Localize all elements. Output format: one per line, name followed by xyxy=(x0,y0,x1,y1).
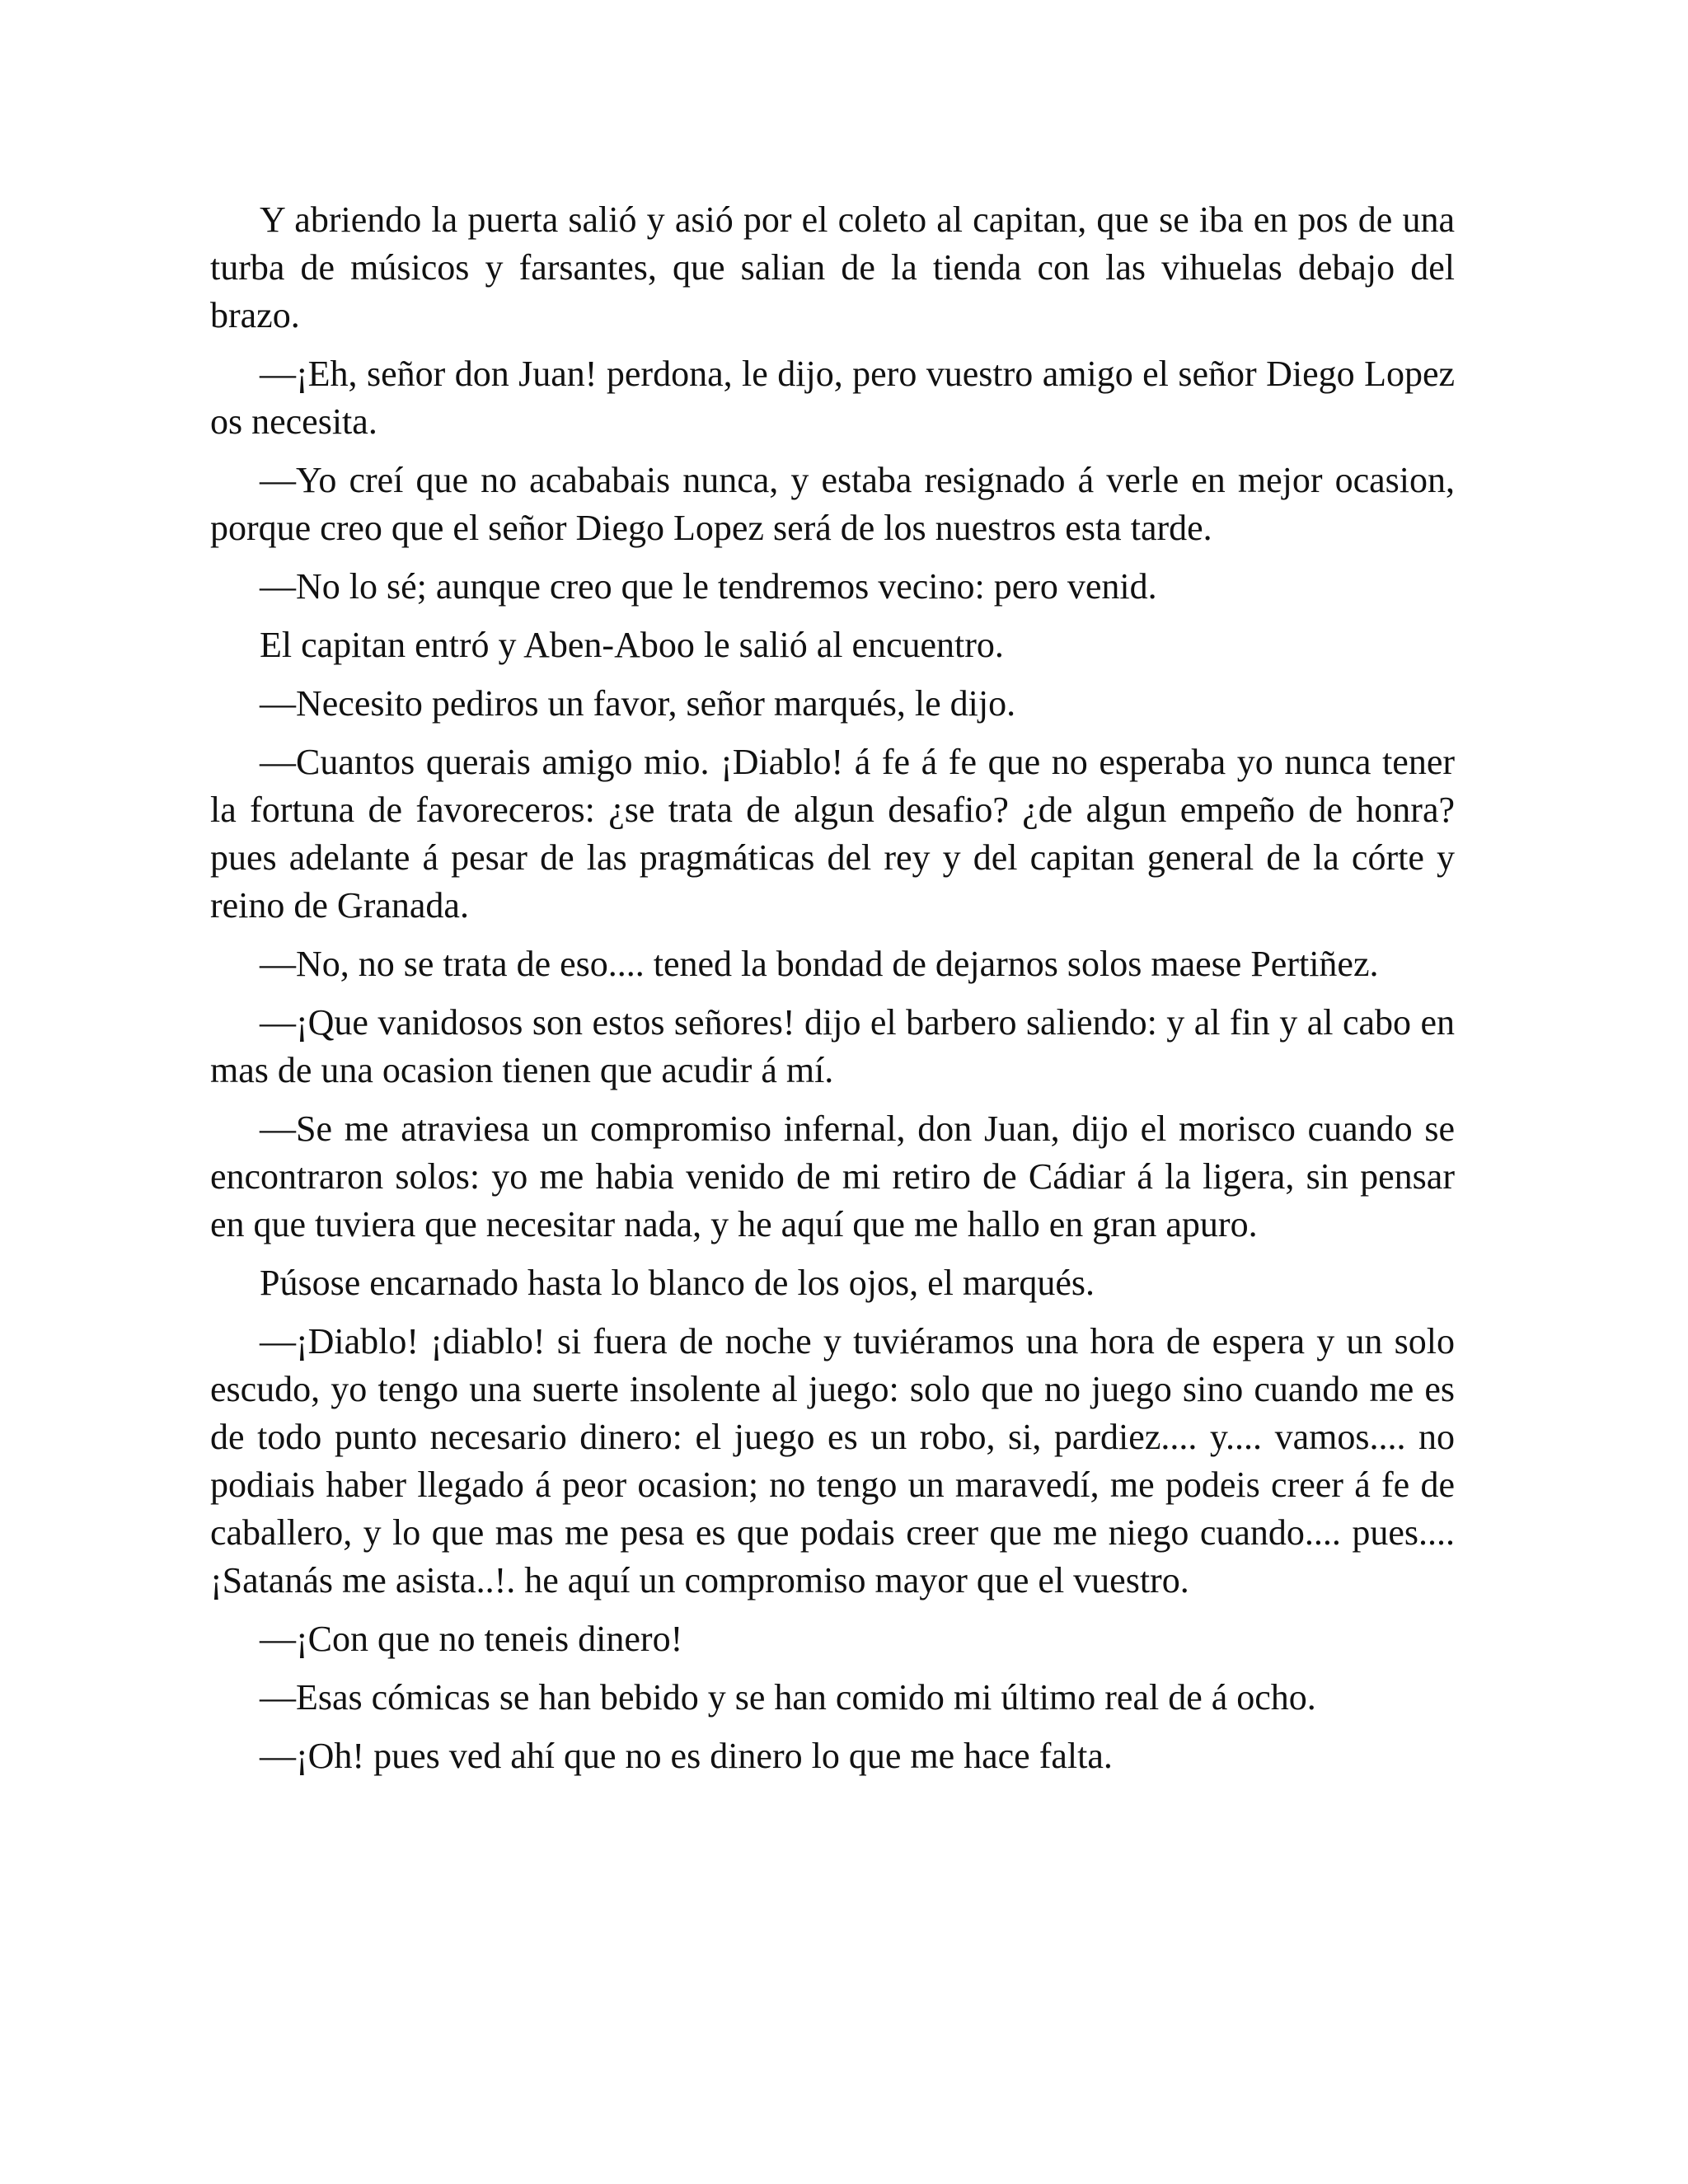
paragraph: —¡Que vanidosos son estos señores! dijo el barbero saliendo: y al fin y al cabo en mas de una ocasion tienen que acudir á mí. xyxy=(210,1002,1455,1090)
paragraph: —Esas cómicas se han bebido y se han comido mi último real de á ocho. xyxy=(260,1677,1316,1718)
paragraph: —¡Con que no teneis dinero! xyxy=(260,1619,683,1659)
paragraph: —No, no se trata de eso.... tened la bondad de dejarnos solos maese Pertiñez. xyxy=(260,944,1379,984)
paragraph: Y abriendo la puerta salió y asió por el coleto al capitan, que se iba en pos de una turba de músicos y farsantes, que salian de la tienda con las vihuelas debajo del brazo. xyxy=(210,199,1455,335)
paragraph: —¡Oh! pues ved ahí que no es dinero lo que me hace falta. xyxy=(260,1736,1113,1776)
paragraph: Púsose encarnado hasta lo blanco de los ojos, el marqués. xyxy=(260,1263,1095,1303)
page-body xyxy=(210,196,1455,1791)
paragraph: El capitan entró y Aben-Aboo le salió al encuentro. xyxy=(260,625,1004,665)
paragraph: —Yo creí que no acababais nunca, y estaba resignado á verle en mejor ocasion, porque creo que el señor Diego Lopez será de los nuestros esta tarde. xyxy=(210,460,1455,548)
paragraph: —No lo sé; aunque creo que le tendremos vecino: pero venid. xyxy=(260,566,1157,607)
paragraph: —Cuantos querais amigo mio. ¡Diablo! á fe á fe que no esperaba yo nunca tener la fortuna de favoreceros: ¿se trata de algun desafio? ¿de algun empeño de honra? pues adelante á pesar de las pragmáticas del rey y del capitan general de la córte y reino de Granada. xyxy=(210,742,1455,926)
paragraph: —Necesito pediros un favor, señor marqués, le dijo. xyxy=(260,683,1016,724)
paragraph: —¡Diablo! ¡diablo! si fuera de noche y tuviéramos una hora de espera y un solo escudo, yo tengo una suerte insolente al juego: solo que no juego sino cuando me es de todo punto necesario dinero: el juego es un robo, si, pardiez.... y.... vamos.... no podiais haber llegado á peor ocasion; no tengo un maravedí, me podeis creer á fe de caballero, y lo que mas me pesa es que podais creer que me niego cuando.... pues.... ¡Satanás me asista..!. he aquí un compromiso mayor que el vuestro. xyxy=(210,1321,1455,1601)
paragraph: —¡Eh, señor don Juan! perdona, le dijo, pero vuestro amigo el señor Diego Lopez os necesita. xyxy=(210,354,1455,442)
paragraph: —Se me atraviesa un compromiso infernal, don Juan, dijo el morisco cuando se encontraron solos: yo me habia venido de mi retiro de Cádiar á la ligera, sin pensar en que tuviera que necesitar nada, y he aquí que me hallo en gran apuro. xyxy=(210,1108,1455,1244)
